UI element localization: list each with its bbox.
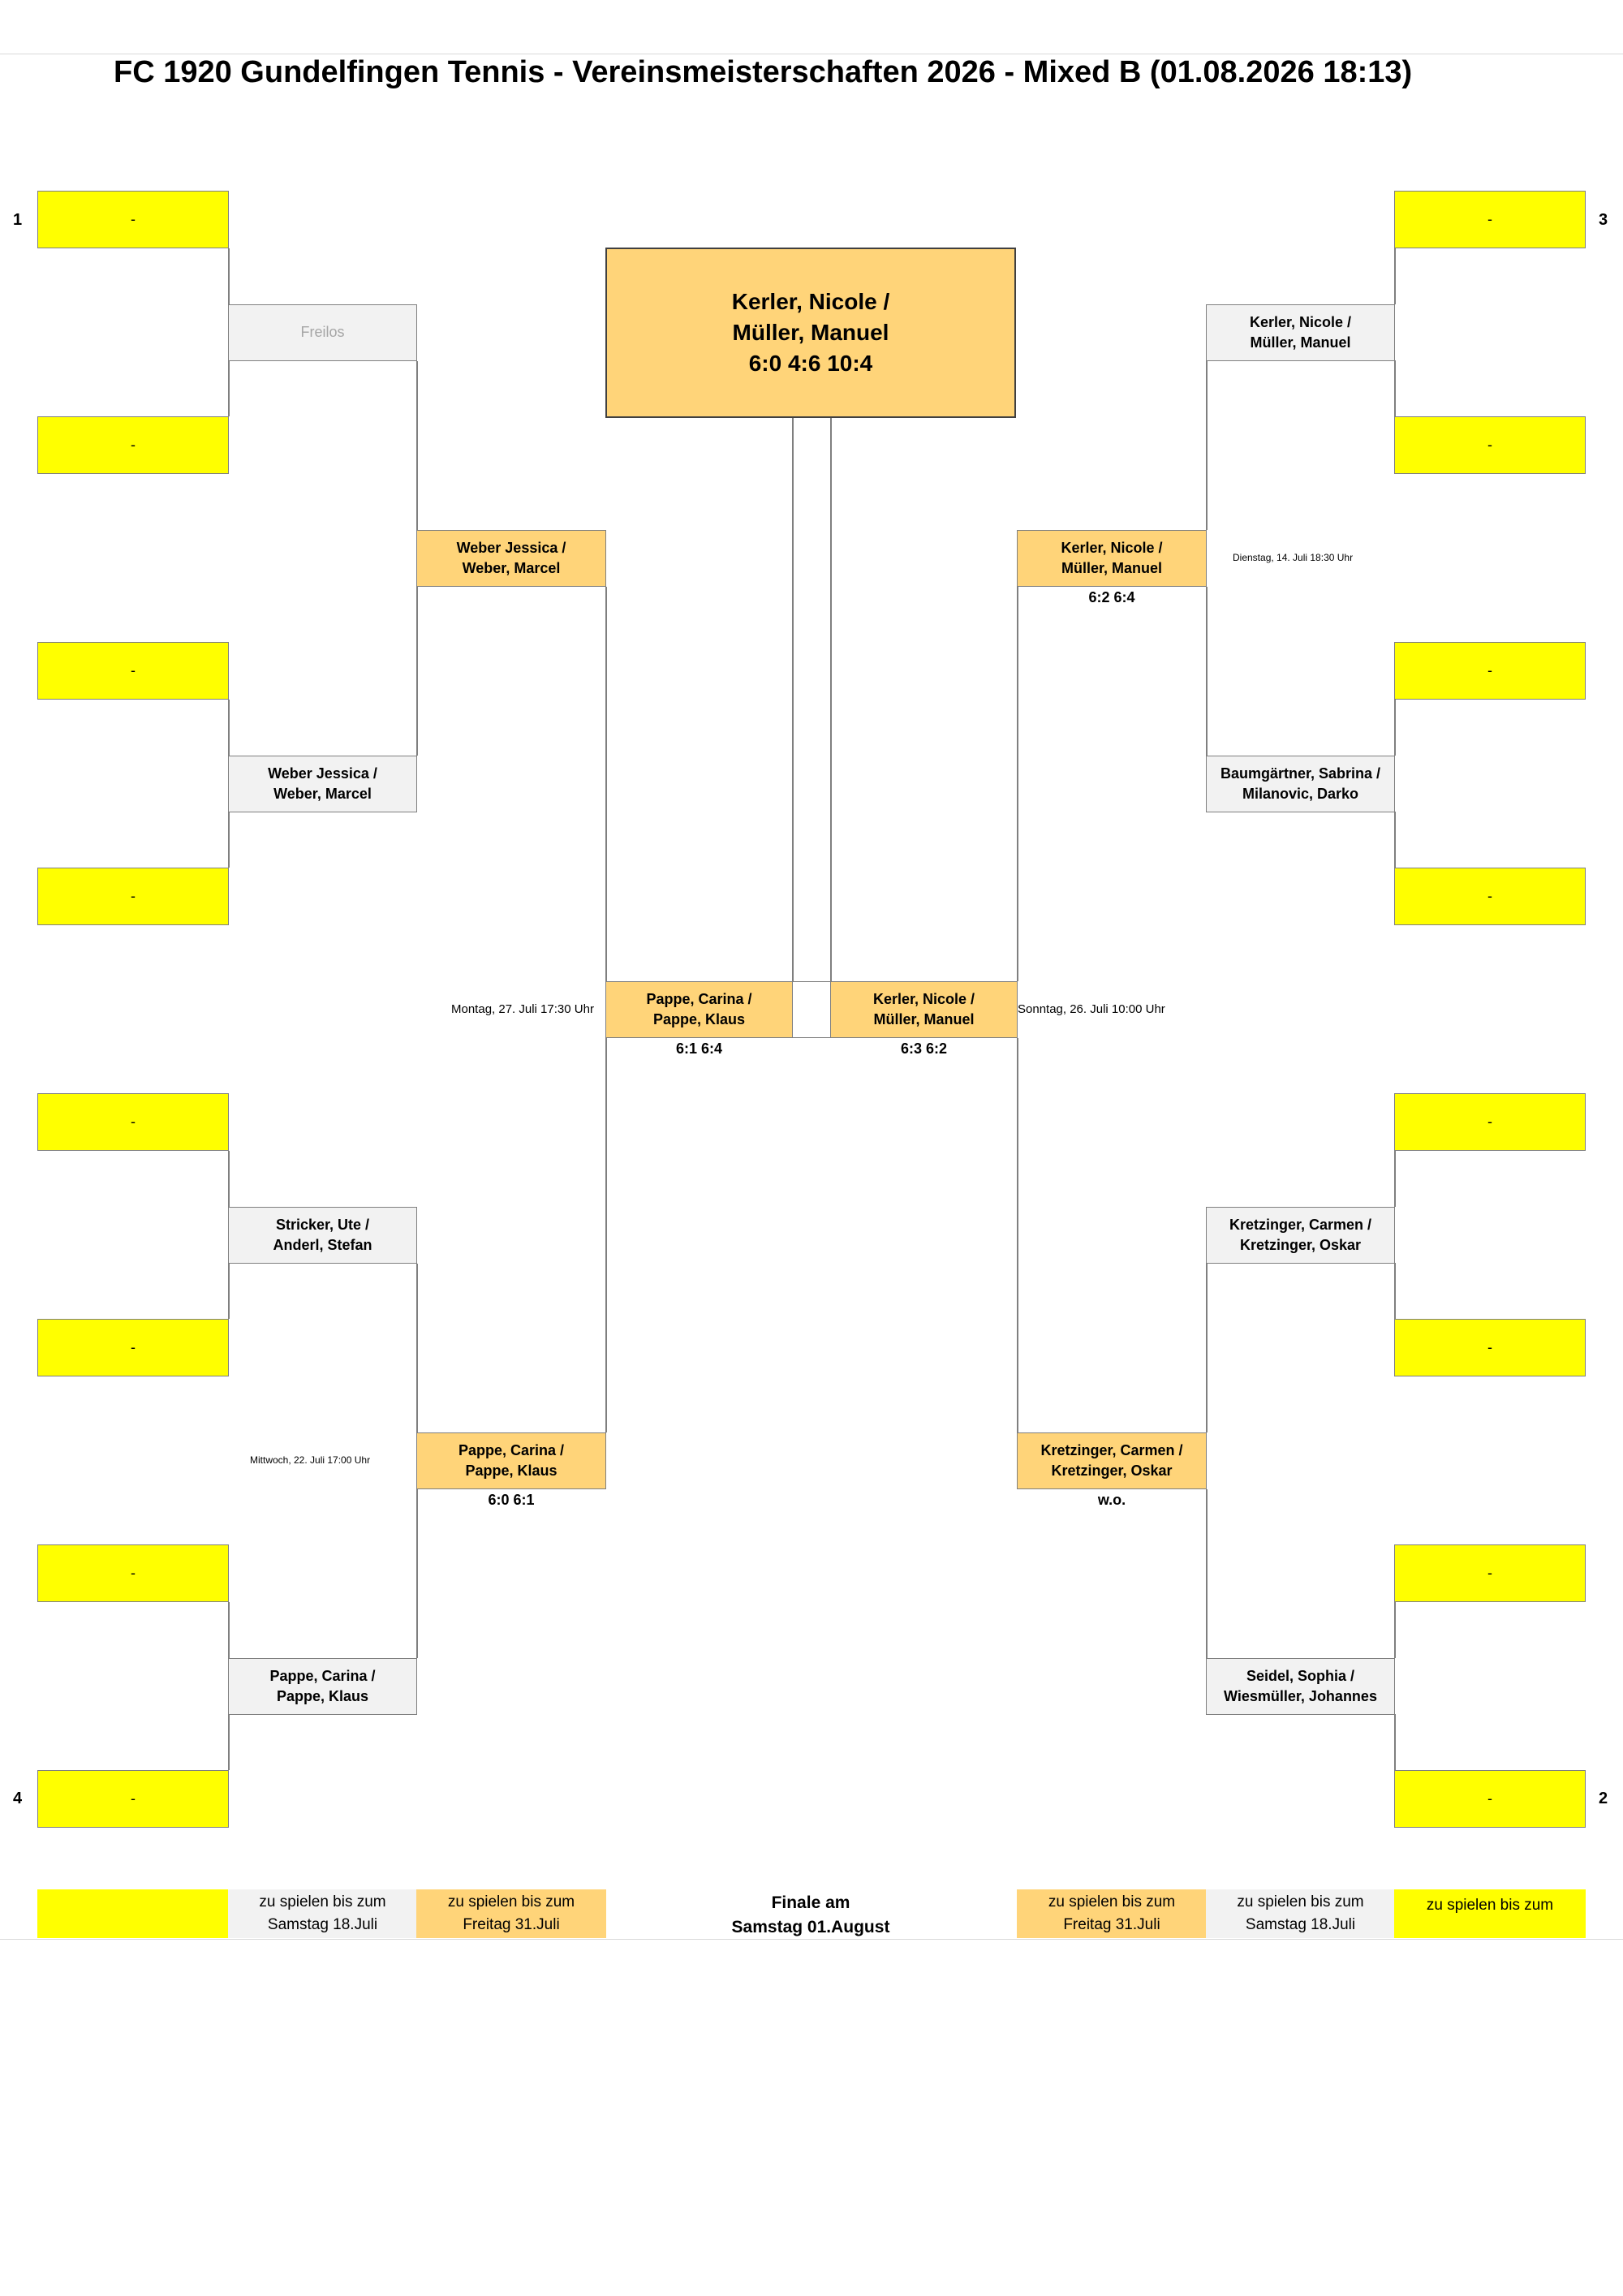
footer-line: zu spielen bis zum <box>447 1893 575 1911</box>
seed-bottom-right: 2 <box>1599 1790 1608 1807</box>
player-line: Wiesmüller, Johannes <box>1224 1688 1377 1704</box>
player-line: Baumgärtner, Sabrina / <box>1220 765 1381 782</box>
match-date: Montag, 27. Juli 17:30 Uhr <box>451 1002 594 1016</box>
footer-col3-left <box>416 1889 606 1938</box>
round2-right-match-1 <box>1206 304 1395 361</box>
player-line: Anderl, Stefan <box>273 1237 372 1253</box>
player-line: Kerler, Nicole / <box>872 990 975 1007</box>
quarterfinal-left-2 <box>416 1432 606 1489</box>
player-line: Kretzinger, Carmen / <box>1040 1441 1183 1458</box>
connector <box>228 248 230 304</box>
connector <box>1394 700 1396 756</box>
round1-right-slot-5: - <box>1394 1093 1586 1151</box>
connector <box>416 587 418 756</box>
footer-col3-right <box>1017 1889 1207 1938</box>
seed-top-left: 1 <box>13 211 23 229</box>
connector <box>416 361 418 530</box>
player-line: Müller, Manuel <box>1250 334 1351 351</box>
footer-line: Samstag 18.Juli <box>267 1916 378 1933</box>
connector <box>605 587 607 981</box>
round1-right-slot-7: - <box>1394 1544 1586 1602</box>
page-title: FC 1920 Gundelfingen Tennis - Vereinsmeisterschaften 2026 - Mixed B (01.08.2026 18:13) <box>114 55 1413 89</box>
round1-right-slot-6: - <box>1394 1319 1586 1376</box>
connector <box>1394 1151 1396 1207</box>
connector <box>1394 360 1396 416</box>
player-line: Pappe, Carina / <box>269 1667 376 1684</box>
match-score: 6:0 6:1 <box>488 1492 535 1508</box>
match-date: Dienstag, 14. Juli 18:30 Uhr <box>1233 552 1354 563</box>
round1-left-slot-1: - <box>37 191 229 248</box>
player-line: Kretzinger, Oskar <box>1051 1462 1173 1479</box>
bottom-border <box>0 1939 1623 1940</box>
round1-left-slot-6: - <box>37 1319 229 1376</box>
round1-left-slot-5: - <box>37 1093 229 1151</box>
player-line: Weber, Marcel <box>273 786 372 802</box>
connector <box>1206 361 1208 530</box>
round2-left-match-1 <box>228 304 417 361</box>
round1-right-slot-1: - <box>1394 191 1586 248</box>
quarterfinal-right-1 <box>1017 530 1207 587</box>
connector <box>228 1151 230 1207</box>
connector <box>1394 1602 1396 1658</box>
player-line: Pappe, Klaus <box>652 1011 746 1027</box>
connector <box>1206 1489 1208 1658</box>
player-line: Kretzinger, Carmen / <box>1229 1216 1372 1233</box>
footer-line: zu spielen bis zum <box>1048 1893 1176 1911</box>
player-line: Weber Jessica / <box>268 765 377 782</box>
footer-line: Freitag 31.Juli <box>1063 1916 1160 1933</box>
player-line: Freilos <box>300 324 345 341</box>
seed-top-right: 3 <box>1599 211 1608 229</box>
round1-right-slot-4: - <box>1394 868 1586 925</box>
round2-right-match-3 <box>1206 1207 1395 1264</box>
match-score: w.o. <box>1097 1492 1126 1508</box>
player-line: Kerler, Nicole / <box>1061 539 1163 556</box>
round1-right-slot-8: - <box>1394 1770 1586 1828</box>
quarterfinal-left-1 <box>416 530 606 587</box>
round1-right-slot-3: - <box>1394 642 1586 700</box>
player-line: Kerler, Nicole / <box>1249 313 1352 330</box>
footer-line: Samstag 01.August <box>731 1918 890 1937</box>
player-line: Pappe, Klaus <box>465 1462 558 1479</box>
connector <box>1017 587 1018 981</box>
round1-left-slot-8: - <box>37 1770 229 1828</box>
match-score: 6:1 6:4 <box>675 1040 723 1057</box>
round2-left-match-3 <box>228 1207 417 1264</box>
footer-line: zu spielen bis zum <box>259 1893 386 1911</box>
footer-col1-right <box>1394 1889 1586 1938</box>
round1-left-slot-3: - <box>37 642 229 700</box>
footer-line: Samstag 18.Juli <box>1245 1916 1356 1933</box>
player-line: Milanovic, Darko <box>1242 786 1359 802</box>
connector <box>830 418 832 981</box>
match-score: 6:3 6:2 <box>900 1040 948 1057</box>
semifinal-left <box>605 981 793 1038</box>
champion-score: 6:0 4:6 10:4 <box>748 350 873 376</box>
player-line: Pappe, Carina / <box>646 990 752 1007</box>
connector <box>1394 812 1396 868</box>
round2-right-match-4 <box>1206 1658 1395 1715</box>
connector <box>228 1714 230 1770</box>
semifinal-right <box>830 981 1018 1038</box>
footer-line: Finale am <box>771 1893 850 1912</box>
connector <box>605 1038 607 1432</box>
connector <box>228 1263 230 1319</box>
player-line: Kretzinger, Oskar <box>1239 1237 1362 1253</box>
round1-left-slot-2: - <box>37 416 229 474</box>
quarterfinal-right-2 <box>1017 1432 1207 1489</box>
footer-line: zu spielen bis zum <box>1426 1897 1554 1914</box>
seed-bottom-left: 4 <box>13 1790 23 1807</box>
champion-line: Müller, Manuel <box>732 320 889 346</box>
round2-left-match-2 <box>228 756 417 812</box>
round2-right-match-2 <box>1206 756 1395 812</box>
round1-left-slot-4: - <box>37 868 229 925</box>
player-line: Pappe, Carina / <box>458 1441 565 1458</box>
connector <box>1394 1263 1396 1319</box>
player-line: Müller, Manuel <box>873 1011 975 1027</box>
connector <box>1394 248 1396 304</box>
connector <box>1206 587 1208 756</box>
connector <box>228 700 230 756</box>
semifinal-gap <box>792 981 831 1038</box>
connector <box>228 360 230 416</box>
round1-left-slot-7: - <box>37 1544 229 1602</box>
connector <box>228 1602 230 1658</box>
finale-note <box>605 1891 1016 1941</box>
footer-col1-left <box>37 1889 229 1938</box>
connector <box>1017 1038 1018 1432</box>
match-score: 6:2 6:4 <box>1088 589 1135 605</box>
footer-line: Freitag 31.Juli <box>463 1916 560 1933</box>
match-date: Sonntag, 26. Juli 10:00 Uhr <box>1018 1002 1165 1016</box>
round1-right-slot-2: - <box>1394 416 1586 474</box>
player-line: Seidel, Sophia / <box>1246 1667 1355 1684</box>
footer-col2-right <box>1206 1889 1395 1938</box>
connector <box>792 418 794 981</box>
champion-box <box>605 248 1016 418</box>
connector <box>1206 1264 1208 1432</box>
footer-line: zu spielen bis zum <box>1237 1893 1364 1911</box>
match-date: Mittwoch, 22. Juli 17:00 Uhr <box>250 1454 371 1466</box>
footer-col2-left <box>228 1889 417 1938</box>
round2-left-match-4 <box>228 1658 417 1715</box>
connector <box>228 812 230 868</box>
connector <box>416 1489 418 1658</box>
player-line: Weber, Marcel <box>462 560 561 576</box>
player-line: Stricker, Ute / <box>275 1216 370 1233</box>
connector <box>1394 1714 1396 1770</box>
player-line: Weber Jessica / <box>456 539 566 556</box>
connector <box>416 1264 418 1432</box>
champion-line: Kerler, Nicole / <box>731 289 890 315</box>
player-line: Pappe, Klaus <box>276 1688 369 1704</box>
player-line: Müller, Manuel <box>1061 560 1163 576</box>
